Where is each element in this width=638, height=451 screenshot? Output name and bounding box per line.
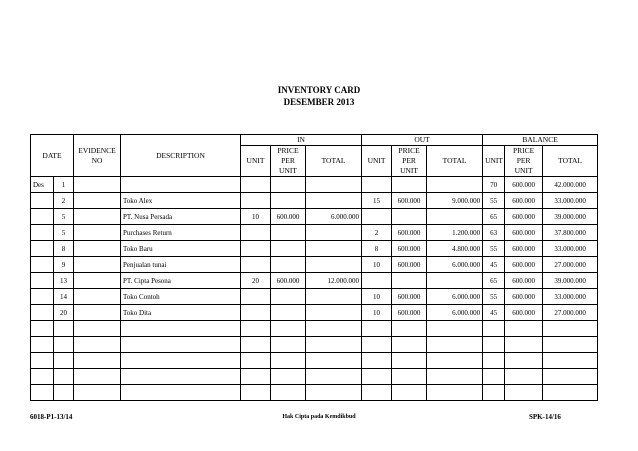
cell-in-price [271, 177, 306, 193]
cell-bal-total [543, 369, 598, 385]
cell-bal-total [543, 353, 598, 369]
cell-month: Des [31, 177, 54, 193]
cell-bal-total: 33.000.000 [543, 241, 598, 257]
header-in: IN [241, 135, 362, 146]
cell-out-price [392, 209, 427, 225]
cell-in-price [271, 353, 306, 369]
header-date: DATE [31, 135, 74, 177]
cell-in-unit: 20 [241, 273, 271, 289]
inventory-table [30, 134, 598, 401]
cell-month [31, 257, 54, 273]
cell-in-total [306, 385, 362, 401]
cell-out-unit [362, 385, 392, 401]
cell-bal-price: 600.000 [505, 305, 543, 321]
cell-in-price: 600.000 [271, 209, 306, 225]
table-row [31, 321, 598, 337]
cell-bal-total [543, 385, 598, 401]
cell-out-price: 600.000 [392, 305, 427, 321]
cell-in-price [271, 257, 306, 273]
cell-month [31, 385, 54, 401]
cell-in-unit [241, 305, 271, 321]
cell-in-total [306, 193, 362, 209]
cell-out-total [427, 209, 483, 225]
cell-day: 8 [54, 241, 74, 257]
cell-in-total: 6.000.000 [306, 209, 362, 225]
cell-out-price [392, 177, 427, 193]
cell-month [31, 305, 54, 321]
cell-month [31, 273, 54, 289]
cell-bal-total: 39.000.000 [543, 209, 598, 225]
cell-day [54, 353, 74, 369]
cell-month [31, 209, 54, 225]
cell-in-total [306, 321, 362, 337]
cell-in-unit [241, 193, 271, 209]
cell-in-total [306, 241, 362, 257]
header-in-unit: UNIT [241, 146, 271, 177]
inventory-rows [31, 177, 598, 401]
table-row [31, 337, 598, 353]
cell-in-unit [241, 337, 271, 353]
cell-day: 14 [54, 289, 74, 305]
cell-out-unit [362, 321, 392, 337]
cell-evidence [74, 369, 121, 385]
cell-out-total [427, 177, 483, 193]
cell-in-price [271, 321, 306, 337]
cell-out-total: 9.000.000 [427, 193, 483, 209]
table-row [31, 257, 598, 273]
cell-bal-unit [483, 337, 505, 353]
cell-out-price: 600.000 [392, 241, 427, 257]
cell-bal-unit: 55 [483, 193, 505, 209]
cell-day: 5 [54, 225, 74, 241]
cell-evidence [74, 273, 121, 289]
cell-out-unit: 8 [362, 241, 392, 257]
cell-day: 13 [54, 273, 74, 289]
cell-day: 9 [54, 257, 74, 273]
cell-desc [121, 385, 241, 401]
cell-day: 1 [54, 177, 74, 193]
cell-day: 5 [54, 209, 74, 225]
cell-out-price: 600.000 [392, 289, 427, 305]
cell-bal-total: 27.000.000 [543, 257, 598, 273]
cell-bal-unit: 70 [483, 177, 505, 193]
cell-in-unit [241, 321, 271, 337]
cell-bal-price [505, 369, 543, 385]
header-out-price: PRICE PER UNIT [392, 146, 427, 177]
cell-desc: Purchases Return [121, 225, 241, 241]
cell-in-unit: 10 [241, 209, 271, 225]
cell-bal-total: 33.000.000 [543, 193, 598, 209]
cell-out-price [392, 353, 427, 369]
cell-in-total [306, 369, 362, 385]
footer-code: 6018-P1-13/14 [30, 413, 73, 421]
cell-bal-price: 600.000 [505, 289, 543, 305]
cell-evidence [74, 193, 121, 209]
cell-desc: Toko Dita [121, 305, 241, 321]
cell-in-unit [241, 241, 271, 257]
cell-out-total [427, 321, 483, 337]
table-row [31, 273, 598, 289]
cell-out-unit: 10 [362, 257, 392, 273]
header-description: DESCRIPTION [121, 135, 241, 177]
cell-bal-price: 600.000 [505, 257, 543, 273]
footer-copyright: Hak Cipta pada Kemdikbud [282, 414, 356, 420]
header-in-total: TOTAL [306, 146, 362, 177]
cell-out-total [427, 385, 483, 401]
cell-desc: Toko Baru [121, 241, 241, 257]
table-row [31, 177, 598, 193]
cell-bal-price [505, 385, 543, 401]
cell-in-price [271, 225, 306, 241]
header-bal-total: TOTAL [543, 146, 598, 177]
cell-in-total [306, 177, 362, 193]
cell-in-price [271, 289, 306, 305]
cell-out-unit: 10 [362, 305, 392, 321]
cell-in-unit [241, 369, 271, 385]
cell-month [31, 289, 54, 305]
cell-evidence [74, 385, 121, 401]
table-row [31, 305, 598, 321]
cell-out-price [392, 337, 427, 353]
cell-in-total [306, 289, 362, 305]
cell-in-total [306, 305, 362, 321]
cell-bal-unit: 55 [483, 289, 505, 305]
table-row [31, 209, 598, 225]
cell-in-price [271, 337, 306, 353]
cell-bal-unit: 45 [483, 257, 505, 273]
header-evidence-no: EVIDENCE NO [74, 135, 121, 177]
cell-day: 2 [54, 193, 74, 209]
cell-in-unit [241, 177, 271, 193]
cell-day: 20 [54, 305, 74, 321]
cell-desc [121, 177, 241, 193]
cell-desc [121, 369, 241, 385]
cell-month [31, 353, 54, 369]
cell-out-total [427, 369, 483, 385]
table-row [31, 385, 598, 401]
cell-evidence [74, 177, 121, 193]
cell-out-unit: 10 [362, 289, 392, 305]
cell-out-price: 600.000 [392, 193, 427, 209]
cell-bal-unit [483, 385, 505, 401]
cell-in-unit [241, 225, 271, 241]
cell-bal-price: 600.000 [505, 241, 543, 257]
cell-month [31, 321, 54, 337]
cell-evidence [74, 305, 121, 321]
cell-day [54, 385, 74, 401]
cell-bal-price: 600.000 [505, 225, 543, 241]
cell-out-total: 6.000.000 [427, 289, 483, 305]
cell-bal-unit [483, 369, 505, 385]
cell-in-unit [241, 257, 271, 273]
cell-evidence [74, 241, 121, 257]
cell-bal-unit: 65 [483, 273, 505, 289]
cell-bal-price: 600.000 [505, 177, 543, 193]
cell-out-total: 1.200.000 [427, 225, 483, 241]
cell-out-price [392, 273, 427, 289]
cell-desc: Toko Contoh [121, 289, 241, 305]
cell-in-total: 12.000.000 [306, 273, 362, 289]
cell-out-total [427, 353, 483, 369]
cell-in-total [306, 353, 362, 369]
header-out: OUT [362, 135, 483, 146]
cell-month [31, 225, 54, 241]
cell-evidence [74, 337, 121, 353]
cell-desc: PT. Cipta Pesona [121, 273, 241, 289]
header-balance: BALANCE [483, 135, 598, 146]
cell-in-unit [241, 353, 271, 369]
cell-in-price [271, 193, 306, 209]
cell-out-price [392, 321, 427, 337]
cell-out-price: 600.000 [392, 257, 427, 273]
cell-in-price [271, 369, 306, 385]
cell-in-total [306, 257, 362, 273]
cell-desc: Penjualan tunai [121, 257, 241, 273]
cell-out-price [392, 385, 427, 401]
card-period: DESEMBER 2013 [283, 97, 355, 107]
cell-bal-price [505, 337, 543, 353]
cell-out-unit [362, 177, 392, 193]
cell-bal-unit: 63 [483, 225, 505, 241]
cell-in-unit [241, 385, 271, 401]
cell-out-total: 6.000.000 [427, 305, 483, 321]
cell-bal-price [505, 321, 543, 337]
cell-evidence [74, 225, 121, 241]
cell-day [54, 337, 74, 353]
cell-out-unit [362, 209, 392, 225]
cell-bal-unit: 55 [483, 241, 505, 257]
cell-desc [121, 337, 241, 353]
table-row [31, 225, 598, 241]
cell-bal-total: 27.000.000 [543, 305, 598, 321]
cell-in-price: 600.000 [271, 273, 306, 289]
table-row [31, 369, 598, 385]
cell-out-unit: 15 [362, 193, 392, 209]
table-row [31, 353, 598, 369]
cell-bal-price [505, 353, 543, 369]
cell-out-unit [362, 369, 392, 385]
cell-day [54, 369, 74, 385]
cell-evidence [74, 209, 121, 225]
cell-out-unit [362, 353, 392, 369]
cell-bal-unit [483, 353, 505, 369]
cell-month [31, 241, 54, 257]
table-row [31, 193, 598, 209]
cell-bal-total: 42.000.000 [543, 177, 598, 193]
cell-out-total [427, 337, 483, 353]
cell-bal-price: 600.000 [505, 193, 543, 209]
cell-bal-unit: 65 [483, 209, 505, 225]
cell-bal-total: 37.800.000 [543, 225, 598, 241]
card-title: INVENTORY CARD [277, 85, 361, 95]
cell-evidence [74, 257, 121, 273]
cell-month [31, 369, 54, 385]
header-bal-unit: UNIT [483, 146, 505, 177]
cell-evidence [74, 321, 121, 337]
cell-bal-total [543, 321, 598, 337]
cell-in-total [306, 225, 362, 241]
cell-in-unit [241, 289, 271, 305]
header-bal-price: PRICE PER UNIT [505, 146, 543, 177]
cell-out-total: 6.000.000 [427, 257, 483, 273]
cell-bal-total: 39.000.000 [543, 273, 598, 289]
cell-in-price [271, 305, 306, 321]
cell-out-unit [362, 337, 392, 353]
cell-desc: PT. Nusa Persada [121, 209, 241, 225]
table-row [31, 289, 598, 305]
cell-bal-unit [483, 321, 505, 337]
cell-out-unit [362, 273, 392, 289]
cell-desc [121, 353, 241, 369]
cell-in-price [271, 385, 306, 401]
header-in-price: PRICE PER UNIT [271, 146, 306, 177]
header-out-unit: UNIT [362, 146, 392, 177]
cell-bal-price: 600.000 [505, 209, 543, 225]
cell-desc [121, 321, 241, 337]
cell-bal-price: 600.000 [505, 273, 543, 289]
cell-month [31, 193, 54, 209]
cell-in-price [271, 241, 306, 257]
cell-out-total: 4.800.000 [427, 241, 483, 257]
cell-out-unit: 2 [362, 225, 392, 241]
cell-evidence [74, 353, 121, 369]
cell-bal-total: 33.000.000 [543, 289, 598, 305]
cell-day [54, 321, 74, 337]
cell-in-total [306, 337, 362, 353]
table-row [31, 241, 598, 257]
cell-out-price: 600.000 [392, 225, 427, 241]
footer-page: SPK-14/16 [529, 413, 561, 421]
cell-month [31, 337, 54, 353]
cell-evidence [74, 289, 121, 305]
cell-bal-total [543, 337, 598, 353]
cell-desc: Toko Alex [121, 193, 241, 209]
cell-out-total [427, 273, 483, 289]
cell-out-price [392, 369, 427, 385]
header-out-total: TOTAL [427, 146, 483, 177]
cell-bal-unit: 45 [483, 305, 505, 321]
